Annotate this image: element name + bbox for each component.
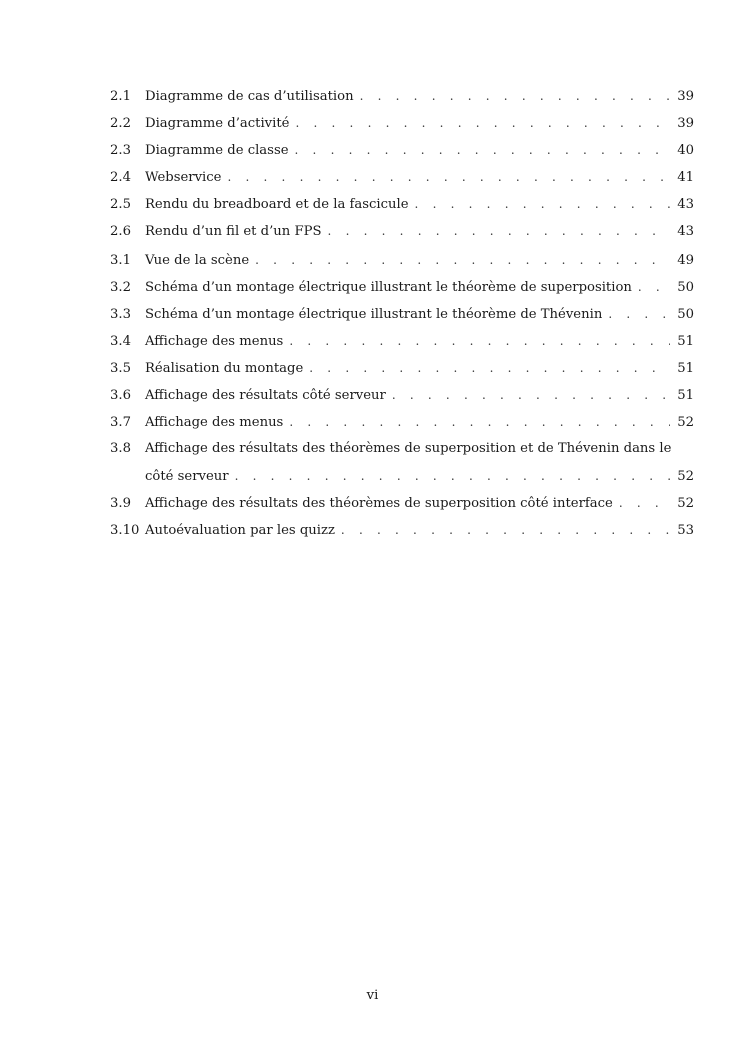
entry-title: Schéma d’un montage électrique illustrant le théorème de superposition <box>145 280 632 295</box>
toc-entry-2-6[interactable] <box>110 223 694 239</box>
dot-leader <box>295 142 670 158</box>
dot-leader <box>608 306 670 322</box>
entry-title-line2: côté serveur <box>145 469 229 484</box>
entry-page: 51 <box>677 361 694 376</box>
entry-page: 50 <box>677 280 694 295</box>
dot-leader <box>255 252 670 268</box>
toc-entry-2-2[interactable] <box>110 115 694 131</box>
entry-number: 3.7 <box>110 415 131 430</box>
entry-number: 2.6 <box>110 224 131 239</box>
entry-number: 3.2 <box>110 280 131 295</box>
toc-entry-3-2[interactable] <box>110 279 694 295</box>
entry-title: Affichage des menus <box>145 334 284 349</box>
entry-page: 43 <box>677 224 694 239</box>
entry-first-line <box>110 441 694 457</box>
toc-entry-3-1[interactable] <box>110 252 694 268</box>
entry-title: Diagramme d’activité <box>145 116 290 131</box>
dot-leader <box>392 387 670 403</box>
toc-entry-2-3[interactable] <box>110 142 694 158</box>
entry-number: 2.1 <box>110 89 131 104</box>
entry-page: 39 <box>677 116 694 131</box>
entry-number: 3.10 <box>110 523 140 538</box>
dot-leader <box>328 223 670 239</box>
entry-page: 40 <box>677 143 694 158</box>
dot-leader <box>309 360 670 376</box>
toc-entry-3-8[interactable] <box>110 441 694 484</box>
entry-number: 2.4 <box>110 170 131 185</box>
dot-leader <box>360 88 670 104</box>
dot-leader <box>415 196 670 212</box>
dot-leader <box>638 279 670 295</box>
toc-entry-3-5[interactable] <box>110 360 694 376</box>
entry-page: 41 <box>677 170 694 185</box>
entry-title: Webservice <box>145 170 222 185</box>
entry-page: 50 <box>677 307 694 322</box>
entry-number: 3.5 <box>110 361 131 376</box>
entry-second-line <box>110 468 694 484</box>
entry-page: 51 <box>677 388 694 403</box>
dot-leader <box>289 333 670 349</box>
toc-entry-3-10[interactable] <box>110 522 694 538</box>
entry-title: Rendu d’un fil et d’un FPS <box>145 224 322 239</box>
entry-title: Affichage des résultats des théorèmes de superposition côté interface <box>145 496 613 511</box>
entry-page: 52 <box>677 469 694 484</box>
entry-title: Affichage des résultats côté serveur <box>145 388 386 403</box>
dot-leader <box>235 468 670 484</box>
entry-page: 52 <box>677 496 694 511</box>
entry-page: 53 <box>677 523 694 538</box>
page-number: vi <box>366 988 379 1003</box>
dot-leader <box>289 414 670 430</box>
entry-title: Diagramme de cas d’utilisation <box>145 89 354 104</box>
toc-entry-2-1[interactable] <box>110 88 694 104</box>
entry-page: 49 <box>677 253 694 268</box>
entry-number: 3.8 <box>110 441 131 456</box>
entry-number: 3.1 <box>110 253 131 268</box>
entry-title: Affichage des menus <box>145 415 284 430</box>
entry-title: Réalisation du montage <box>145 361 304 376</box>
list-of-figures <box>110 88 694 549</box>
entry-number: 2.3 <box>110 143 131 158</box>
entry-number: 2.5 <box>110 197 131 212</box>
entry-title: Autoévaluation par les quizz <box>145 523 335 538</box>
entry-page: 51 <box>677 334 694 349</box>
entry-title: Diagramme de classe <box>145 143 289 158</box>
entry-title: Rendu du breadboard et de la fascicule <box>145 197 409 212</box>
entry-number: 3.3 <box>110 307 131 322</box>
entry-page: 43 <box>677 197 694 212</box>
toc-entry-3-6[interactable] <box>110 387 694 403</box>
toc-entry-2-5[interactable] <box>110 196 694 212</box>
entry-number: 2.2 <box>110 116 131 131</box>
toc-entry-3-7[interactable] <box>110 414 694 430</box>
entry-number: 3.9 <box>110 496 131 511</box>
entry-title: Vue de la scène <box>145 253 250 268</box>
dot-leader <box>227 169 670 185</box>
dot-leader <box>295 115 670 131</box>
entry-page: 52 <box>677 415 694 430</box>
entry-title-line1: Affichage des résultats des théorèmes de superposition et de Thévenin dans le <box>145 441 672 456</box>
entry-page: 39 <box>677 89 694 104</box>
entry-number: 3.4 <box>110 334 131 349</box>
dot-leader <box>341 522 670 538</box>
toc-entry-3-9[interactable] <box>110 495 694 511</box>
dot-leader <box>619 495 670 511</box>
entry-title: Schéma d’un montage électrique illustrant le théorème de Thévenin <box>145 307 603 322</box>
toc-entry-3-3[interactable] <box>110 306 694 322</box>
entry-number: 3.6 <box>110 388 131 403</box>
toc-entry-3-4[interactable] <box>110 333 694 349</box>
toc-entry-2-4[interactable] <box>110 169 694 185</box>
